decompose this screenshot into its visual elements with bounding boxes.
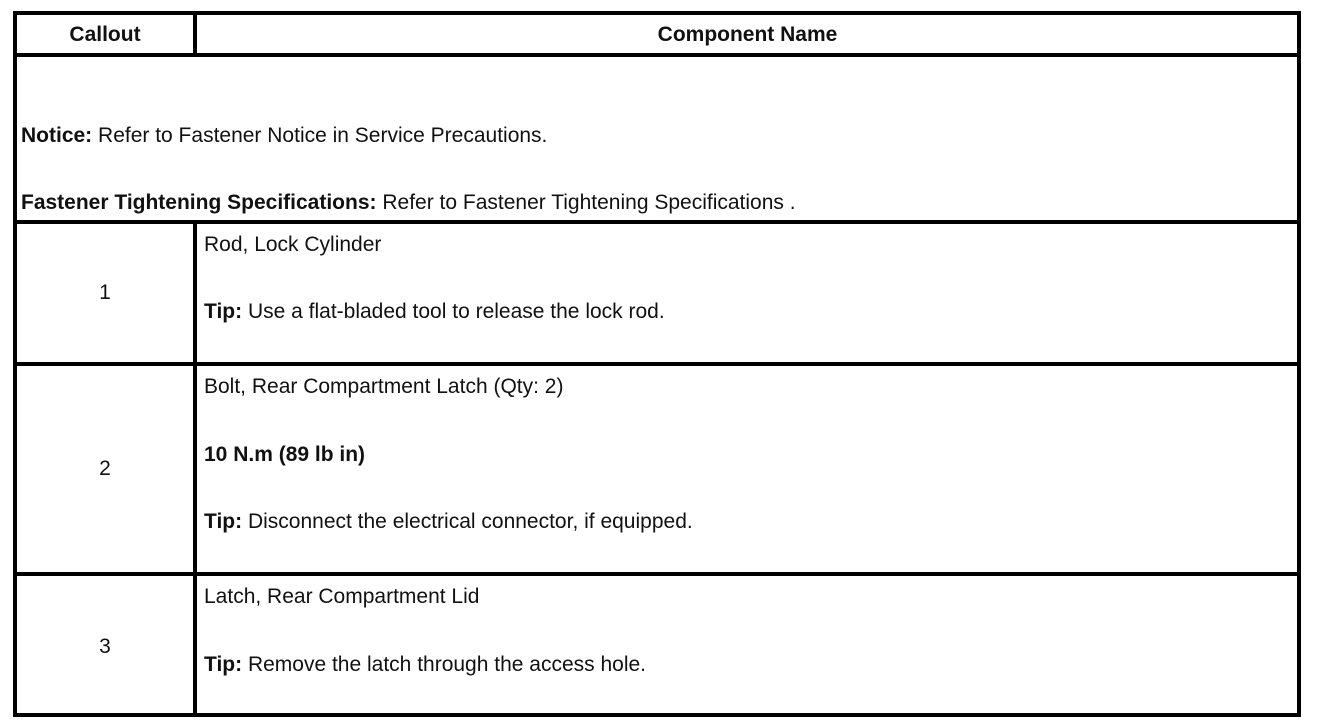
callout-number: 3	[99, 634, 111, 658]
table-row	[17, 576, 1297, 717]
table-row	[17, 224, 1297, 362]
column-divider	[193, 224, 197, 717]
callout-number: 1	[99, 281, 111, 304]
component-name: Bolt, Rear Compartment Latch (Qty: 2)	[204, 375, 564, 398]
component-table	[13, 11, 1301, 717]
notice-label: Notice:	[21, 124, 93, 147]
header-callout: Callout	[69, 22, 141, 46]
tip-line	[204, 510, 693, 534]
table-row	[17, 366, 1297, 572]
callout-number: 2	[99, 457, 111, 480]
column-divider	[193, 15, 197, 54]
tip-label: Tip:	[204, 510, 243, 533]
spec-text: Refer to Fastener Tightening Specifications .	[376, 191, 796, 214]
tip-text: Use a flat-bladed tool to release the lock rod.	[242, 300, 665, 323]
torque-spec: 10 N.m (89 lb in)	[204, 443, 366, 466]
general-notes-row	[17, 57, 1297, 221]
spec-label: Fastener Tightening Specifications:	[21, 191, 377, 214]
tip-line	[204, 300, 665, 324]
tip-label: Tip:	[204, 300, 243, 323]
component-name: Rod, Lock Cylinder	[204, 233, 382, 256]
notice-text: Refer to Fastener Notice in Service Precautions.	[92, 124, 548, 147]
tip-text: Remove the latch through the access hole.	[242, 653, 647, 676]
component-cell	[198, 576, 1297, 717]
tip-label: Tip:	[204, 653, 243, 676]
component-cell	[198, 224, 1297, 362]
header-component-name: Component Name	[657, 22, 838, 46]
component-cell	[198, 366, 1297, 572]
notice-line	[21, 124, 547, 148]
tip-line	[204, 653, 646, 677]
spec-line	[21, 191, 796, 215]
component-name: Latch, Rear Compartment Lid	[204, 585, 480, 608]
tip-text: Disconnect the electrical connector, if equipped.	[242, 510, 693, 533]
